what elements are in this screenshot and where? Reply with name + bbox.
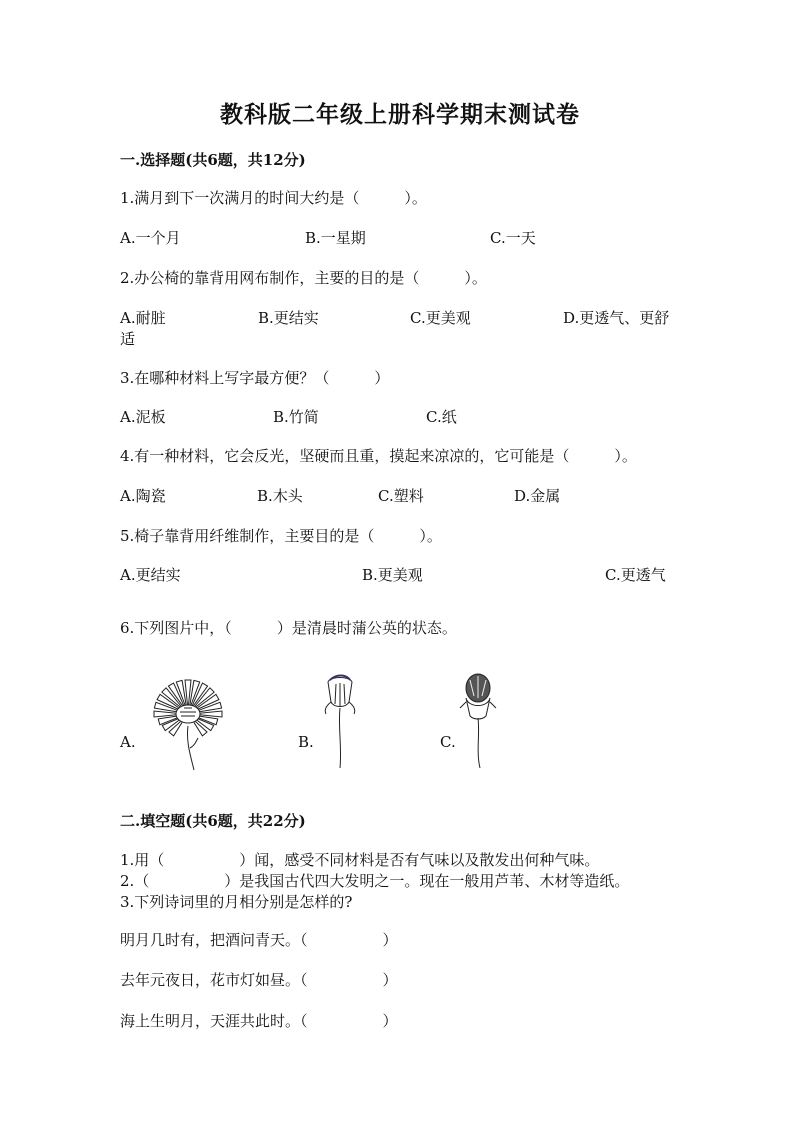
dandelion-half-closed-image — [316, 672, 366, 772]
poem-line-2: 去年元夜日，花市灯如昼。（ ） — [120, 971, 398, 989]
q5-option-b: B.更美观 — [362, 566, 423, 584]
q4-option-b: B.木头 — [257, 487, 303, 505]
q5-option-c: C.更透气 — [605, 566, 666, 584]
q6-option-c: C. — [440, 733, 456, 751]
section1-heading: 一.选择题(共6题，共12分) — [120, 151, 306, 169]
q2-option-d: D.更透气、更舒 — [563, 309, 670, 327]
poem-line-3: 海上生明月，天涯共此时。（ ） — [120, 1012, 398, 1030]
q4-option-c: C.塑料 — [378, 487, 424, 505]
q4-option-a: A.陶瓷 — [120, 487, 166, 505]
question-4: 4.有一种材料，它会反光，坚硬而且重，摸起来凉凉的，它可能是（ ）。 — [120, 447, 637, 465]
q2-option-d-wrap: 适 — [120, 330, 136, 348]
dandelion-open-image — [138, 676, 238, 772]
q1-option-b: B.一星期 — [305, 229, 366, 247]
poem-line-1: 明月几时有，把酒问青天。（ ） — [120, 931, 398, 949]
q2-option-a: A.耐脏 — [120, 309, 166, 327]
q2-option-b: B.更结实 — [258, 309, 319, 327]
q3-option-b: B.竹简 — [273, 408, 319, 426]
q1-option-a: A.一个月 — [120, 229, 181, 247]
q3-option-c: C.纸 — [426, 408, 457, 426]
section2-heading: 二.填空题(共6题，共22分) — [120, 812, 306, 830]
dandelion-closed-image — [454, 672, 504, 772]
q2-option-c: C.更美观 — [410, 309, 471, 327]
fill-question-1: 1.用（ ）闻，感受不同材料是否有气味以及散发出何种气味。 — [120, 851, 600, 869]
q4-option-d: D.金属 — [514, 487, 561, 505]
q1-option-c: C.一天 — [490, 229, 536, 247]
page-title: 教科版二年级上册科学期末测试卷 — [220, 101, 580, 128]
question-5: 5.椅子靠背用纤维制作，主要目的是（ ）。 — [120, 527, 442, 545]
question-3: 3.在哪种材料上写字最方便？（ ） — [120, 369, 390, 387]
question-2: 2.办公椅的靠背用网布制作，主要的目的是（ ）。 — [120, 269, 487, 287]
fill-question-2: 2.（ ）是我国古代四大发明之一。现在一般用芦苇、木材等造纸。 — [120, 872, 630, 890]
question-6: 6.下列图片中，（ ）是清晨时蒲公英的状态。 — [120, 619, 457, 637]
q3-option-a: A.泥板 — [120, 408, 166, 426]
question-1: 1.满月到下一次满月的时间大约是（ ）。 — [120, 189, 427, 207]
q5-option-a: A.更结实 — [120, 566, 181, 584]
fill-question-3: 3.下列诗词里的月相分别是怎样的? — [120, 893, 353, 911]
q6-option-b: B. — [298, 733, 314, 751]
q6-option-a: A. — [120, 733, 136, 751]
